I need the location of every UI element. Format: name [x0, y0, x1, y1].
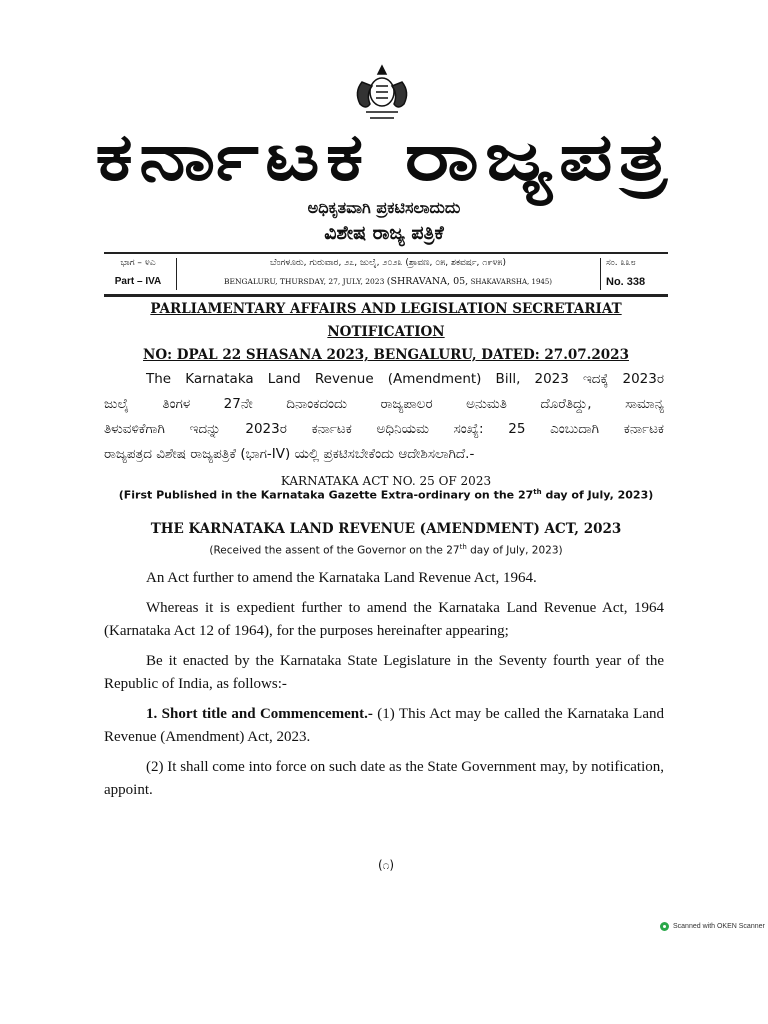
secretariat-heading-text: PARLIAMENTARY AFFAIRS AND LEGISLATION SECRETARIAT — [150, 301, 622, 317]
notification-paragraph — [104, 367, 664, 467]
scanner-logo-icon — [660, 922, 669, 931]
assent-sup: th — [459, 543, 467, 551]
bar-divider — [600, 258, 601, 290]
masthead-subtitle-official: ಅಧಿಕೃತವಾಗಿ ಪ್ರಕಟಿಸಲಾದುದು — [307, 198, 461, 217]
date-kannada: ಬೆಂಗಳೂರು, ಗುರುವಾರ, ೨೭, ಜುಲೈ, ೨೦೨೩ (ಶ್ರಾವಣ, ೦೫, ಶಕವರ್ಷ, ೧೯೪೫) — [270, 258, 506, 268]
notification-heading — [104, 324, 668, 340]
enacting-clause: Be it enacted by the Karnataka State Legislature in the Seventy fourth year of the Republic of India, as follows:- — [104, 653, 664, 692]
notification-reference-text: NO: DPAL 22 SHASANA 2023, BENGALURU, DATED: 27.07.2023 — [143, 347, 629, 363]
published-text: (First Published in the Karnataka Gazette Extra-ordinary on the 27 — [118, 488, 534, 502]
published-sup: th — [533, 488, 542, 496]
notification-line: ತಿಳುವಳಿಕೆಗಾಗಿ ಇದನ್ನು 2023ರ ಕರ್ನಾಟಕ ಅಧಿನಿಯಮ ಸಂಖ್ಯೆ: 25 ಎಂಬುದಾಗಿ ಕರ್ನಾಟಕ — [104, 421, 664, 437]
section-1-text: (1) This Act may be called the Karnataka Land Revenue (Amendment) Act, 2023. — [104, 706, 665, 745]
secretariat-heading — [104, 301, 668, 317]
first-published-note — [104, 488, 668, 502]
number-english: No. 338 — [606, 276, 646, 288]
gazette-masthead-title: ಕರ್ನಾಟಕ ರಾಜ್ಯಪತ್ರ — [95, 118, 673, 196]
notification-reference — [104, 347, 668, 363]
date-english — [180, 276, 596, 287]
assent-text: (Received the assent of the Governor on the 27 — [209, 544, 460, 557]
section-1 — [104, 703, 664, 749]
section-1-subsection-2: (2) It shall come into force on such date as the State Government may, by notification, appoint. — [104, 759, 664, 798]
date-english-shravana: (SHRAVANA, 05, — [386, 276, 469, 287]
assent-note — [104, 543, 668, 557]
masthead-subtitle-special: ವಿಶೇಷ ರಾಜ್ಯ ಪತ್ರಿಕೆ — [324, 222, 444, 244]
long-title: An Act further to amend the Karnataka Land Revenue Act, 1964. — [146, 570, 537, 586]
page-number: (೧) — [377, 858, 395, 872]
act-number: KARNATAKA ACT NO. 25 OF 2023 — [280, 474, 492, 488]
scanner-watermark-text: Scanned with OKEN Scanner — [673, 923, 765, 930]
number-cell — [606, 254, 668, 294]
notification-heading-text: NOTIFICATION — [327, 324, 445, 340]
notification-line: The Karnataka Land Revenue (Amendment) Bill, 2023 ಇದಕ್ಕೆ 2023ರ — [146, 371, 664, 387]
part-english: Part – IVA — [114, 276, 162, 287]
number-kannada: ಸಂ. ೩೩೮ — [606, 258, 636, 268]
assent-text-end: day of July, 2023) — [466, 544, 563, 557]
section-1-heading: 1. Short title and Commencement.- — [146, 706, 373, 722]
act-title: THE KARNATAKA LAND REVENUE (AMENDMENT) ACT, 2023 — [150, 521, 622, 537]
date-cell — [180, 254, 596, 294]
date-english-shaka: SHAKAVARSHA, 1945) — [470, 278, 553, 286]
issue-info-bar — [104, 252, 668, 297]
bar-divider — [176, 258, 177, 290]
notification-line: ರಾಜ್ಯಪತ್ರದ ವಿಶೇಷ ರಾಜ್ಯಪತ್ರಿಕೆ (ಭಾಗ-IV) ಯಲ್ಲಿ ಪ್ರಕಟಿಸಬೇಕೆಂದು ಆದೇಶಿಸಲಾಗಿದೆ.- — [104, 446, 475, 462]
part-kannada: ಭಾಗ – ೪ಎ — [120, 258, 156, 268]
date-english-main: BENGALURU, THURSDAY, 27, JULY, 2023 — [223, 277, 385, 286]
whereas-clause: Whereas it is expedient further to amend the Karnataka Land Revenue Act, 1964 (Karnataka Act 12 of 1964), for the purposes hereinafter appearing; — [104, 600, 664, 639]
notification-line: ಜುಲೈ ತಿಂಗಳ 27ನೇ ದಿನಾಂಕದಂದು ರಾಜ್ಯಪಾಲರ ಅನುಮತಿ ದೊರೆತಿದ್ದು, ಸಾಮಾನ್ಯ — [104, 396, 664, 412]
scanner-watermark — [660, 922, 765, 931]
state-emblem-icon — [348, 62, 416, 122]
part-cell — [104, 254, 172, 294]
published-text-end: day of July, 2023) — [541, 488, 654, 502]
